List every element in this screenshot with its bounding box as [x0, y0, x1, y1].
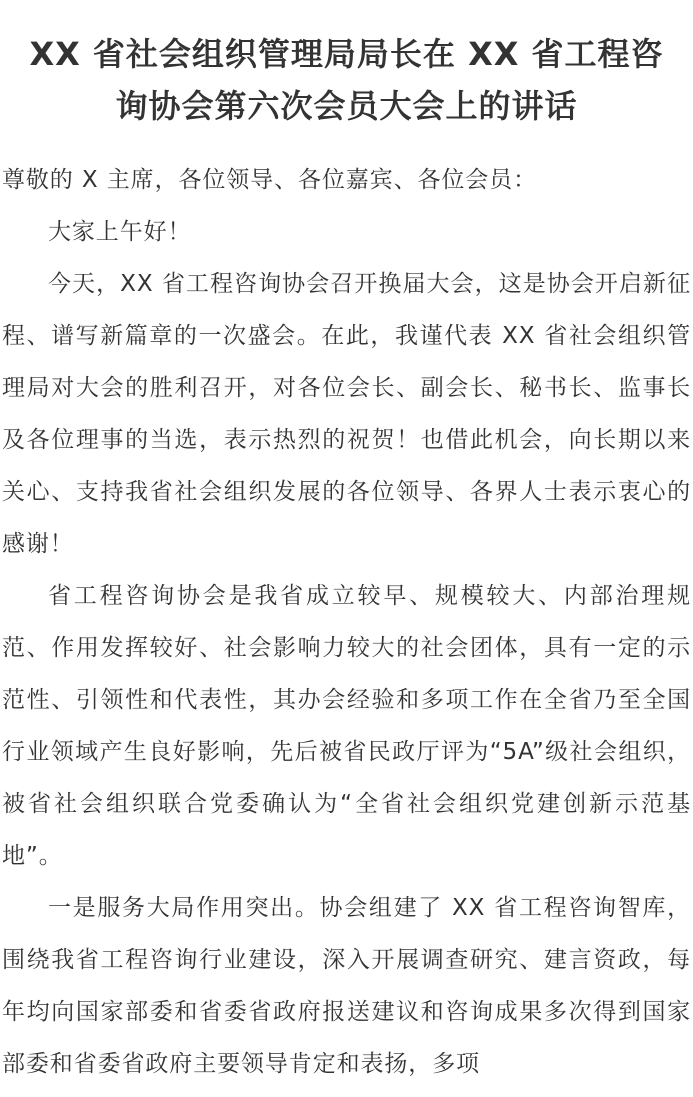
greeting-paragraph: 大家上午好！ [48, 219, 192, 245]
body-paragraph: 省工程咨询协会是我省成立较早、规模较大、内部治理规范、作用发挥较好、社会影响力较大的社会团体，具有一定的示范性、引领性和代表性，其办会经验和多项工作在全省乃至全国行业领域产生良好影响，先后被省民政厅评为“5A”级社会组织，被省社会组织联合党委确认为“全省社会组织党建创新示范基地”。 [2, 583, 691, 869]
body-paragraph: 今天，XX 省工程咨询协会召开换届大会，这是协会开启新征程、谱写新篇章的一次盛会。在此，我谨代表 XX 省社会组织管理局对大会的胜利召开，对各位会长、副会长、秘书长、监事长及各位理事的当选，表示热烈的祝贺！也借此机会，向长期以来关心、支持我省社会组织发展的各位领导、各界人士表示衷心的感谢！ [2, 271, 691, 557]
body-paragraph: 一是服务大局作用突出。协会组建了 XX 省工程咨询智库，围绕我省工程咨询行业建设，深入开展调查研究、建言资政，每年均向国家部委和省委省政府报送建议和咨询成果多次得到国家部委和省委省政府主要领导肯定和表扬，多项 [2, 895, 691, 1077]
document-title [2, 28, 691, 132]
document-body [2, 154, 691, 1090]
salutation-paragraph: 尊敬的 X 主席，各位领导、各位嘉宾、各位会员： [2, 167, 537, 193]
title-line-2: 询协会第六次会员大会上的讲话 [115, 87, 578, 125]
title-line-1: XX 省社会组织管理局局长在 XX 省工程咨 [29, 35, 664, 73]
